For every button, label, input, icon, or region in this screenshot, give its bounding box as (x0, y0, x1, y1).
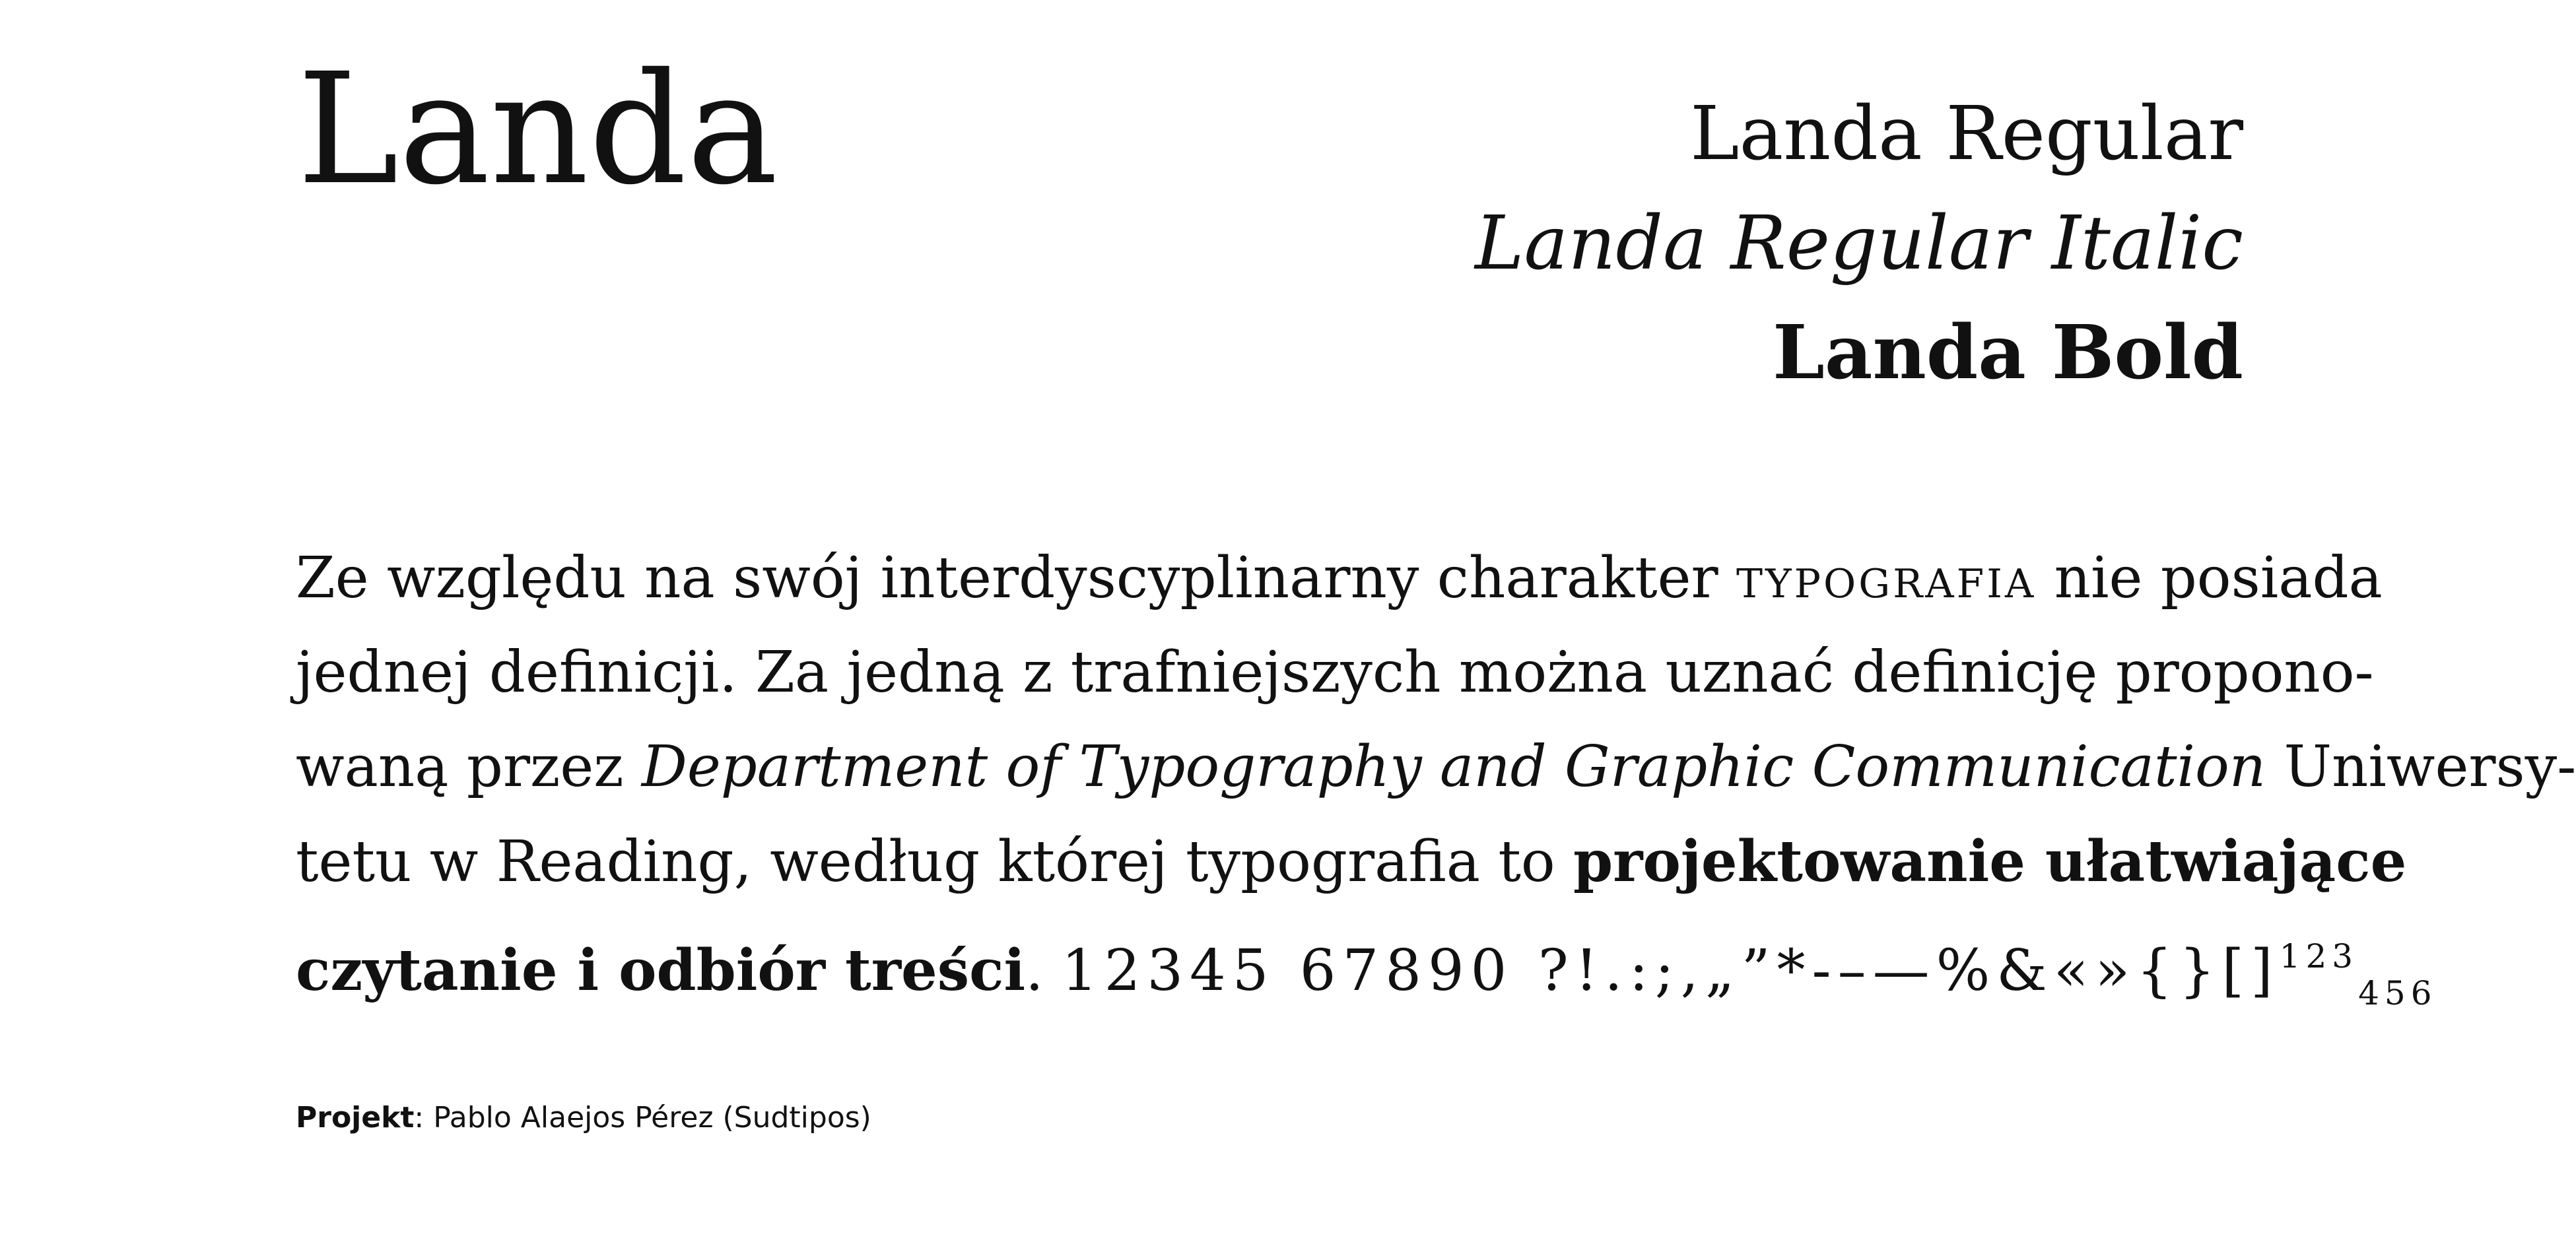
sample-line-2 (296, 626, 2374, 720)
style-italic: Landa Regular Italic (1475, 201, 2243, 286)
sample-bold: czytanie i odbiór treści (296, 937, 1026, 1004)
credit-label: Projekt (296, 1101, 415, 1134)
sample-line-5 (296, 909, 2437, 1041)
sample-line-3 (296, 720, 2576, 814)
sample-text: . (1025, 938, 1062, 1004)
sample-text: Uniwersy- (2266, 734, 2576, 800)
sample-line-1 (296, 531, 2383, 626)
sample-smallcaps: typografia (1736, 545, 2037, 611)
credit (296, 1101, 871, 1136)
style-list (1475, 79, 2243, 408)
sample-glyphs: 12345 67890 ?!.:;,„”*-–—%&«»{}[] (1061, 938, 2280, 1004)
sample-superscript: 123 (2279, 937, 2359, 975)
sample-line-4 (296, 814, 2407, 909)
sample-text: nie posiada (2036, 545, 2383, 611)
credit-text: : Pablo Alaejos Pérez (Sudtipos) (414, 1101, 871, 1134)
sample-text: tetu w Reading, według której typografia to (296, 829, 1573, 895)
sample-subscript: 456 (2358, 974, 2437, 1012)
sample-paragraph (296, 531, 2576, 1041)
style-bold: Landa Bold (1773, 310, 2243, 396)
style-regular: Landa Regular (1690, 91, 2243, 177)
sample-text: waną przez (296, 734, 642, 800)
sample-text: jednej definicji. Za jedną z trafniejszych można uznać definicję propono- (296, 640, 2374, 706)
sample-bold: projektowanie ułatwiające (1573, 828, 2407, 895)
specimen-title: Landa (297, 40, 778, 218)
sample-italic: Department of Typography and Graphic Communication (641, 734, 2266, 800)
sample-text: Ze względu na swój interdyscyplinarny charakter (296, 545, 1736, 611)
